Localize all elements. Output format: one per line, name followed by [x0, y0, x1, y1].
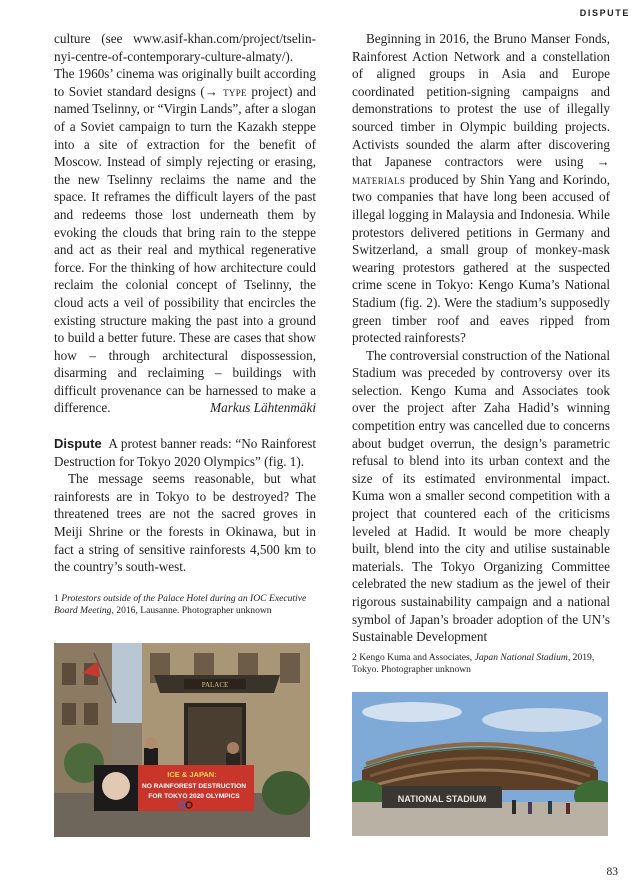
banner-line-3: FOR TOKYO 2020 OLYMPICS — [148, 793, 240, 800]
hotel-sign: PALACE — [201, 681, 229, 689]
paragraph-rainforests: The message seems reasonable, but what rainforests are in Tokyo to be destroyed? The threatened trees are not the sacred groves in Meiji Shrine or the forests in Okinawa, but in fact a string of sensitive rainforests 4,500 km to the country’s south-west. — [54, 471, 316, 575]
dispute-keyword: Dispute — [54, 436, 102, 452]
paragraph-stadium-controversy: The controversial construction of the National Stadium was preceded by controversy over its selection. Kengo Kuma and Associates took over the project after Zaha Hadid’s winning competition entry was cancelled due to concerns about budget overrun, the design’s parametric refusal to blend into its urban context and the size of its estimated environmental impact. Kuma won a smaller second competition with a project that countered each of the criticisms leveled at Hadid. It would be more cheaply built, blend into the city and utilise sustainable materials. The Tokyo Organizing Committee celebrated the new stadium as the jewel of their rigorous sustainability campaign and a national symbol of Japan’s broader adoption of the UN’s Sustainable Development — [352, 347, 610, 645]
banner-line-2: NO RAINFOREST DESTRUCTION — [141, 783, 247, 790]
running-header: DISPUTE — [579, 8, 630, 18]
stadium-sign: NATIONAL STADIUM — [397, 794, 487, 804]
figure-2-caption: 2 Kengo Kuma and Associates, Japan National Stadium, 2019, Tokyo. Photographer unknown — [352, 652, 595, 676]
author-signature: Markus Lähtenmäki — [210, 400, 316, 416]
figure-2-stadium-photo — [352, 692, 608, 836]
right-column — [352, 30, 610, 646]
paragraph-dispute-intro: Dispute A protest banner reads: “No Rainforest Destruction for Tokyo 2020 Olympics” (fig. 1). — [54, 436, 316, 469]
cross-reference-materials[interactable]: → materials — [352, 154, 610, 187]
page-number: 83 — [606, 866, 618, 878]
banner-line-1: ICE & JAPAN: — [167, 770, 217, 779]
figure-1-caption: 1 Protestors outside of the Palace Hotel during an IOC Executive Board Meeting, 2016, Lausanne. Photographer unknown — [54, 593, 307, 617]
paragraph-petitions: Beginning in 2016, the Bruno Manser Fonds, Rainforest Action Network and a constellation of aligned groups in Asia and Europe coordinated petition-signing campaigns and demonstrations to protest the use of illegally sourced timber in Olympic building projects. Activists sounded the alarm after discovering that Japanese contractors were using → materials produced by Shin Yang and Korindo, two companies that have long been accused of illegal logging in Malaysia and Indonesia. While protestors delivered petitions in Germany and Switzerland, a small group of monkey-mask wearing protestors gathered at the suspected crime scene in Tokyo: Kengo Kuma’s National Stadium (fig. 2). Were the stadium’s supposedly green timber roof and eaves ripped from protected rainforests? — [352, 31, 610, 346]
stadium-photo-illustration — [352, 692, 608, 836]
left-column — [54, 30, 316, 576]
paragraph-tselinny: culture (see www.asif-khan.com/project/tselin-nyi-centre-of-contemporary-culture-almaty/). The 1960s’ cinema was originally built according to Soviet standard designs (→ type project) and named Tselinny, or “Virgin Lands”, after a slogan of a Soviet campaign to turn the Kazakh steppe into a site of extraction for the benefit of Moscow. Instead of simply rejecting or erasing, the new Tselinny reclaims the name and the space. It reframes the difficult layers of the past and redeems those lost underneath them by evoking the clouds that bring rain to the steppe and act as their real and mythical regenerative force. For the thinking of how architecture could reclaim the colonial concept of Tselinny, the cloud acts a veil of possibility that encircles the existing structure making the past into a ground to build a better future. These are cases that show how – through architectural dispossession, disarming and reclaiming – buildings with difficult provenance can be harnessed to make a difference. Markus Lähtenmäki — [54, 31, 316, 416]
figure-1-protest-photo — [54, 643, 310, 837]
cross-reference-type[interactable]: → type — [204, 83, 247, 99]
protest-photo-illustration — [54, 643, 310, 837]
